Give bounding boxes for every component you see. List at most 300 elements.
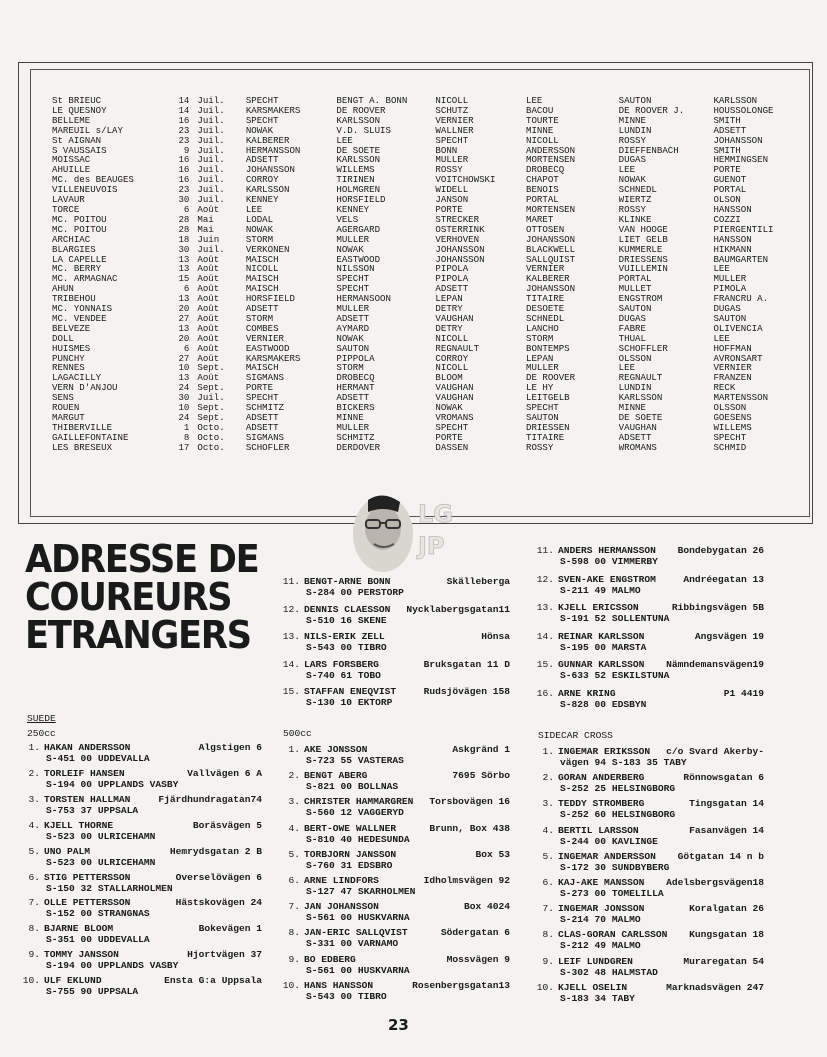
- result-rider: VAUGHAN: [435, 393, 474, 404]
- address-entry: [536, 545, 764, 567]
- postal-city: S-211 49 MALMO: [560, 584, 641, 596]
- address-line-1: [536, 772, 764, 783]
- race-result-row: [52, 403, 802, 413]
- address-entry: [536, 659, 764, 681]
- result-rider: KARLSSON: [713, 96, 758, 106]
- result-rider: ADSETT: [336, 393, 370, 404]
- entry-number: 10.: [282, 979, 300, 991]
- race-day: 28: [178, 224, 190, 235]
- rider-name: STAFFAN ENEQVIST: [304, 686, 397, 698]
- race-result-row: [52, 423, 802, 433]
- rider-name: LEIF LUNDGREN: [558, 955, 633, 967]
- result-rider: SCHNEDL: [525, 313, 565, 324]
- street-address: Box 4024: [463, 901, 510, 913]
- street-address: Hemrydsgatan 2 B: [169, 845, 262, 857]
- race-month: Août: [197, 294, 220, 305]
- address-line-2: [282, 670, 510, 681]
- result-rider: VERNIER: [245, 333, 285, 344]
- entry-number: 1.: [288, 744, 300, 755]
- entry-number: 9.: [288, 953, 300, 965]
- race-venue: LA CAPELLE: [52, 254, 107, 265]
- address-line-2: [22, 857, 262, 868]
- result-rider: BONTEMPS: [525, 343, 570, 354]
- street-address: Hästskovägen 24: [175, 897, 262, 909]
- race-day: 13: [178, 373, 190, 384]
- race-venue: MC. POITOU: [52, 224, 107, 235]
- result-rider: ADSETT: [245, 422, 279, 433]
- result-rider: STORM: [245, 234, 274, 245]
- race-day: 20: [178, 333, 190, 344]
- result-rider: VOITCHOWSKI: [435, 175, 496, 186]
- entry-number: 13.: [282, 631, 300, 643]
- result-rider: LODAL: [245, 214, 274, 225]
- address-line-1: [282, 576, 510, 587]
- address-line-2: [22, 934, 262, 945]
- race-day: 27: [178, 313, 190, 324]
- address-line-2: [536, 836, 764, 847]
- address-entry: [536, 602, 764, 624]
- result-rider: MULLET: [618, 284, 652, 295]
- result-rider: WALLNER: [435, 125, 474, 136]
- street-address: Rudsjövägen 158: [423, 686, 510, 698]
- result-rider: TITAIRE: [525, 294, 565, 305]
- race-venue: RENNES: [52, 363, 85, 374]
- result-rider: BLACKWELL: [525, 244, 576, 255]
- result-rider: DESOETE: [525, 304, 565, 314]
- result-rider: STRECKER: [435, 214, 480, 225]
- result-rider: DERDOVER: [336, 442, 381, 453]
- result-rider: DROBECQ: [336, 373, 375, 384]
- result-rider: PORTE: [713, 165, 741, 176]
- result-rider: SMITH: [713, 115, 741, 126]
- race-day: 16: [178, 175, 190, 186]
- result-rider: NICOLL: [245, 264, 279, 275]
- result-rider: HOFFMAN: [713, 343, 752, 354]
- entry-number: 3.: [28, 793, 40, 805]
- street-address: Nycklabergsgatan11: [406, 603, 510, 615]
- street-address: Ribbingsvägen 5B: [671, 602, 764, 614]
- race-result-row: [52, 96, 802, 106]
- street-address: Adelsbergsvägen18: [666, 877, 764, 888]
- street-address: Torsbovägen 16: [429, 796, 510, 808]
- rider-name: BENGT ABERG: [304, 770, 368, 782]
- street-address: Nämndemansvägen19: [666, 659, 764, 671]
- street-address: Södergatan 6: [440, 927, 510, 939]
- result-rider: ROSSY: [525, 442, 554, 453]
- result-rider: HERMANSSON: [245, 145, 301, 156]
- postal-city: S-252 25 HELSINGBORG: [560, 783, 676, 795]
- address-line-2: [22, 908, 262, 919]
- race-venue: LAVAUR: [52, 195, 85, 205]
- race-venue: MC. VENDEE: [52, 313, 107, 324]
- address-line-1: [282, 954, 510, 965]
- race-result-row: [52, 304, 802, 314]
- rider-name: ANDERS HERMANSSON: [558, 545, 656, 556]
- address-entry: [22, 768, 262, 790]
- result-rider: NOWAK: [618, 175, 646, 186]
- result-rider: CORROY: [245, 175, 279, 186]
- result-rider: LEE: [713, 264, 730, 275]
- result-rider: SPECHT: [245, 393, 279, 404]
- address-entry: [536, 798, 764, 820]
- result-rider: LIET GELB: [618, 234, 668, 245]
- result-rider: MULLER: [336, 304, 370, 314]
- result-rider: HORSFIELD: [245, 294, 295, 305]
- result-rider: VAUGHAN: [618, 422, 657, 433]
- result-rider: VAN HOOGE: [618, 224, 668, 235]
- race-venue: THIBERVILLE: [52, 422, 113, 433]
- street-address: Box 53: [475, 848, 510, 860]
- address-line-2: [536, 670, 764, 681]
- race-venue: BLARGIES: [52, 244, 96, 255]
- result-rider: PORTAL: [618, 274, 652, 285]
- rider-name: BO EDBERG: [304, 953, 356, 965]
- postal-city: S-633 52 ESKILSTUNA: [560, 670, 670, 682]
- result-rider: ADSETT: [245, 413, 279, 423]
- race-result-row: [52, 185, 802, 195]
- result-rider: SCHMITZ: [336, 432, 375, 443]
- postal-city: S-183 34 TABY: [560, 992, 635, 1004]
- address-line-1: [22, 768, 262, 779]
- address-line-1: [282, 796, 510, 807]
- street-address: Muraregatan 54: [683, 955, 764, 967]
- result-rider: MINNE: [618, 115, 646, 126]
- postal-city: S-194 00 UPPLANDS VASBY: [46, 778, 179, 790]
- address-line-1: [282, 744, 510, 755]
- result-rider: NOWAK: [336, 244, 364, 255]
- result-rider: VERHOVEN: [435, 234, 480, 245]
- race-venue: MAREUIL s/LAY: [52, 125, 123, 136]
- entry-number: 8.: [542, 929, 554, 941]
- race-month: Octo.: [197, 432, 225, 443]
- result-rider: DE SOETE: [336, 145, 381, 156]
- race-venue: ARCHIAC: [52, 234, 91, 245]
- race-venue: VERN D'ANJOU: [52, 383, 118, 394]
- address-line-1: [22, 975, 262, 986]
- result-rider: SCHOFLER: [245, 442, 290, 453]
- postal-city: S-523 00 ULRICEHAMN: [46, 830, 156, 842]
- race-month: Juil.: [197, 135, 225, 146]
- street-address: Ensta G:a Uppsala: [164, 975, 262, 987]
- result-rider: LEPAN: [525, 353, 554, 364]
- result-rider: DROBECQ: [525, 165, 565, 176]
- result-rider: MAISCH: [245, 284, 279, 295]
- result-rider: DASSEN: [435, 442, 469, 453]
- race-month: Octo.: [197, 422, 225, 433]
- rider-name: KJELL OSELIN: [558, 981, 628, 993]
- result-rider: MINNE: [618, 403, 646, 413]
- result-rider: SPECHT: [525, 403, 559, 413]
- result-rider: PORTAL: [713, 185, 747, 196]
- street-address: Algstigen 6: [198, 742, 262, 753]
- result-rider: SALLQUIST: [525, 254, 576, 265]
- address-entry: [536, 746, 764, 768]
- result-rider: DETRY: [435, 304, 463, 314]
- address-line-2: [22, 753, 262, 764]
- result-rider: V.D. SLUIS: [336, 125, 391, 136]
- address-line-1: [282, 823, 510, 834]
- result-rider: SAUTON: [713, 313, 747, 324]
- entry-number: 5.: [288, 848, 300, 860]
- address-line-1: [536, 574, 764, 585]
- race-month: Août: [197, 373, 220, 384]
- address-line-1: [536, 929, 764, 940]
- address-line-1: [282, 770, 510, 781]
- result-rider: DETRY: [435, 323, 463, 334]
- race-month: Août: [197, 343, 220, 354]
- race-month: Octo.: [197, 442, 225, 453]
- entry-number: 1.: [28, 742, 40, 753]
- result-rider: SAUTON: [618, 304, 652, 314]
- address-line-1: [536, 982, 764, 993]
- result-rider: SPECHT: [435, 135, 469, 146]
- postal-city: S-753 37 UPPSALA: [46, 804, 139, 816]
- rider-name: CLAS-GORAN CARLSSON: [558, 929, 668, 941]
- entry-number: 7.: [28, 897, 40, 909]
- rider-name: INGEMAR ANDERSSON: [558, 850, 656, 862]
- address-line-2: [282, 615, 510, 626]
- postal-city: S-543 00 TIBRO: [306, 642, 387, 654]
- result-rider: OSTERRINK: [435, 224, 485, 235]
- result-rider: HANSSON: [713, 204, 752, 215]
- race-day: 23: [178, 125, 190, 136]
- postal-city: S-273 00 TOMELILLA: [560, 888, 664, 899]
- result-rider: PORTE: [435, 432, 463, 443]
- result-rider: LEE: [336, 135, 353, 146]
- rider-portrait-image: [338, 492, 466, 580]
- race-venue: MC. YONNAIS: [52, 304, 113, 314]
- address-entry: [282, 901, 510, 923]
- rider-name: JAN JOHANSSON: [304, 901, 379, 913]
- address-entry: [282, 659, 510, 681]
- address-line-1: [22, 949, 262, 960]
- result-rider: JOHANSSON: [435, 244, 485, 255]
- race-venue: AHUILLE: [52, 165, 91, 176]
- entry-number: 9.: [28, 949, 40, 961]
- address-line-1: [536, 798, 764, 809]
- result-rider: SCHOFFLER: [618, 343, 668, 354]
- postal-city: S-723 55 VASTERAS: [306, 755, 404, 766]
- entry-number: 3.: [542, 798, 554, 810]
- result-rider: SPECHT: [245, 115, 279, 126]
- race-day: 13: [178, 294, 190, 305]
- result-rider: LEITGELB: [525, 393, 570, 404]
- race-month: Août: [197, 353, 220, 364]
- result-rider: VELS: [336, 214, 359, 225]
- postal-city: S-150 32 STALLARHOLMEN: [46, 882, 173, 894]
- postal-city: S-127 47 SKARHOLMEN: [306, 886, 416, 897]
- race-day: 27: [178, 353, 190, 364]
- rider-name: JAN-ERIC SALLQVIST: [304, 927, 408, 939]
- result-rider: ROSSY: [618, 135, 646, 146]
- entry-number: 2.: [288, 770, 300, 782]
- title-line-2: COUREURS: [25, 575, 232, 619]
- rider-name: GUNNAR KARLSSON: [558, 659, 645, 671]
- result-rider: AVRONSART: [713, 353, 763, 364]
- result-rider: STORM: [525, 333, 554, 344]
- race-venue: VILLENEUVOIS: [52, 185, 118, 196]
- race-result-row: [52, 344, 802, 354]
- street-address: Mossvägen 9: [446, 953, 510, 965]
- postal-city: S-212 49 MALMO: [560, 940, 641, 952]
- postal-city: S-561 00 HUSKVARNA: [306, 964, 410, 976]
- address-entry: [282, 686, 510, 708]
- address-entry: [22, 794, 262, 816]
- result-rider: STORM: [336, 363, 364, 374]
- result-rider: SPECHT: [245, 96, 279, 106]
- race-month: Juin: [197, 234, 220, 245]
- race-month: Juil.: [197, 145, 225, 156]
- address-entry: [282, 770, 510, 792]
- result-rider: WIDELL: [435, 185, 469, 196]
- address-line-2: [536, 783, 764, 794]
- race-venue: GAILLEFONTAINE: [52, 432, 129, 443]
- race-month: Août: [197, 204, 220, 215]
- race-venue: MC. des BEAUGES: [52, 175, 134, 186]
- postal-city: S-523 00 ULRICEHAMN: [46, 856, 156, 868]
- result-rider: GOESENS: [713, 413, 752, 423]
- rider-name: KJELL ERICSSON: [558, 602, 639, 614]
- postal-city: S-302 48 HALMSTAD: [560, 966, 658, 978]
- postal-city: S-810 40 HEDESUNDA: [306, 833, 410, 845]
- race-venue: BELLEME: [52, 115, 91, 126]
- result-rider: RECK: [713, 383, 736, 394]
- result-rider: JOHANSSON: [525, 234, 576, 245]
- result-rider: ADSETT: [336, 313, 370, 324]
- result-rider: CHAPOT: [525, 175, 559, 186]
- address-line-1: [22, 820, 262, 831]
- race-venue: DOLL: [52, 333, 74, 344]
- result-rider: ADSETT: [713, 125, 747, 136]
- result-rider: SAUTON: [336, 343, 370, 354]
- result-rider: DE SOETE: [618, 413, 663, 423]
- address-entry: [282, 823, 510, 845]
- race-result-row: [52, 324, 802, 334]
- result-rider: OLIVENCIA: [713, 323, 763, 334]
- race-month: Août: [197, 274, 220, 285]
- entry-number: 3.: [288, 796, 300, 808]
- address-line-2: [536, 699, 764, 710]
- race-result-row: [52, 245, 802, 255]
- result-rider: LE HY: [525, 383, 554, 394]
- result-rider: DUGAS: [618, 313, 646, 324]
- address-entry: [22, 742, 262, 764]
- result-rider: KALBERER: [245, 135, 290, 146]
- race-day: 8: [183, 432, 190, 443]
- class-label-250cc: 250cc: [27, 728, 56, 739]
- address-line-2: [536, 940, 764, 951]
- address-line-1: [536, 851, 764, 862]
- result-rider: DE ROOVER J.: [618, 105, 685, 116]
- result-rider: VERNIER: [435, 115, 474, 126]
- address-line-1: [282, 849, 510, 860]
- race-venue: LES BRESEUX: [52, 442, 113, 453]
- street-address: Bruksgatan 11 D: [423, 658, 510, 670]
- entry-number: 10.: [536, 981, 554, 993]
- address-line-2: [282, 912, 510, 923]
- street-address: Skälleberga: [446, 576, 510, 587]
- rider-name: BENGT-ARNE BONN: [304, 576, 391, 587]
- address-entry: [536, 929, 764, 951]
- entry-number: 14.: [536, 630, 554, 642]
- race-month: Août: [197, 323, 220, 334]
- rider-name: KAJ-AKE MANSSON: [558, 877, 645, 888]
- entry-number: 10.: [22, 975, 40, 987]
- address-entry: [22, 897, 262, 919]
- result-rider: BENOIS: [525, 185, 559, 196]
- result-rider: WILLEMS: [713, 422, 752, 433]
- street-address: Kungsgatan 18: [689, 929, 764, 941]
- address-entry: [22, 923, 262, 945]
- address-line-2: [22, 831, 262, 842]
- race-result-row: [52, 383, 802, 393]
- race-venue: MARGUT: [52, 413, 85, 423]
- rider-name: TEDDY STROMBERG: [558, 798, 645, 810]
- rider-name: CHRISTER HAMMARGREN: [304, 796, 414, 808]
- address-line-1: [22, 897, 262, 908]
- entry-number: 1.: [542, 746, 554, 757]
- race-venue: AHUN: [52, 284, 74, 295]
- result-rider: BLOOM: [435, 373, 463, 384]
- address-line-1: [22, 742, 262, 753]
- result-rider: MINNE: [336, 413, 364, 423]
- street-address: Boräsvägen 5: [192, 819, 262, 831]
- rider-name: TOMMY JANSSON: [44, 949, 119, 961]
- race-result-row: [52, 413, 802, 423]
- result-rider: ROSSY: [435, 165, 463, 176]
- rider-name: HANS HANSSON: [304, 979, 374, 991]
- result-rider: BAUMGARTEN: [713, 254, 769, 265]
- result-rider: VERNIER: [525, 264, 565, 275]
- result-rider: SIGMANS: [245, 373, 285, 384]
- race-month: Août: [197, 313, 220, 324]
- race-result-row: [52, 373, 802, 383]
- result-rider: AYMARD: [336, 323, 370, 334]
- race-result-row: [52, 255, 802, 265]
- result-rider: PIMOLA: [713, 284, 747, 295]
- result-rider: HOUSSOLONGE: [713, 105, 774, 116]
- result-rider: LUNDIN: [618, 383, 652, 394]
- postal-city: S-560 12 VAGGERYD: [306, 807, 404, 819]
- address-line-2: [282, 991, 510, 1002]
- result-rider: NOWAK: [245, 224, 274, 235]
- address-line-1: [536, 877, 764, 888]
- address-line-2: [22, 805, 262, 816]
- race-month: Sept.: [197, 383, 225, 394]
- result-rider: HORSFIELD: [336, 195, 386, 205]
- address-line-2: [282, 587, 510, 598]
- result-rider: BACOU: [525, 105, 554, 116]
- result-rider: FABRE: [618, 323, 646, 334]
- result-rider: NICOLL: [435, 96, 469, 106]
- result-rider: OLSON: [713, 195, 741, 205]
- race-day: 30: [178, 195, 190, 205]
- race-result-row: [52, 116, 802, 126]
- result-rider: SCHMID: [713, 442, 747, 453]
- postal-city: S-252 60 HELSINGBORG: [560, 809, 676, 821]
- race-month: Juil.: [197, 185, 225, 196]
- rider-name: TORBJORN JANSSON: [304, 848, 397, 860]
- result-rider: WILLEMS: [336, 165, 375, 176]
- race-result-row: [52, 195, 802, 205]
- race-month: Juil.: [197, 115, 225, 126]
- page-number: 23: [388, 1016, 409, 1034]
- result-rider: COMBES: [245, 323, 279, 334]
- street-address: Rosenbergsgatan13: [412, 979, 510, 991]
- postal-city: S-451 00 UDDEVALLA: [46, 753, 150, 764]
- race-day: 6: [183, 204, 190, 215]
- result-rider: MULLER: [713, 274, 747, 285]
